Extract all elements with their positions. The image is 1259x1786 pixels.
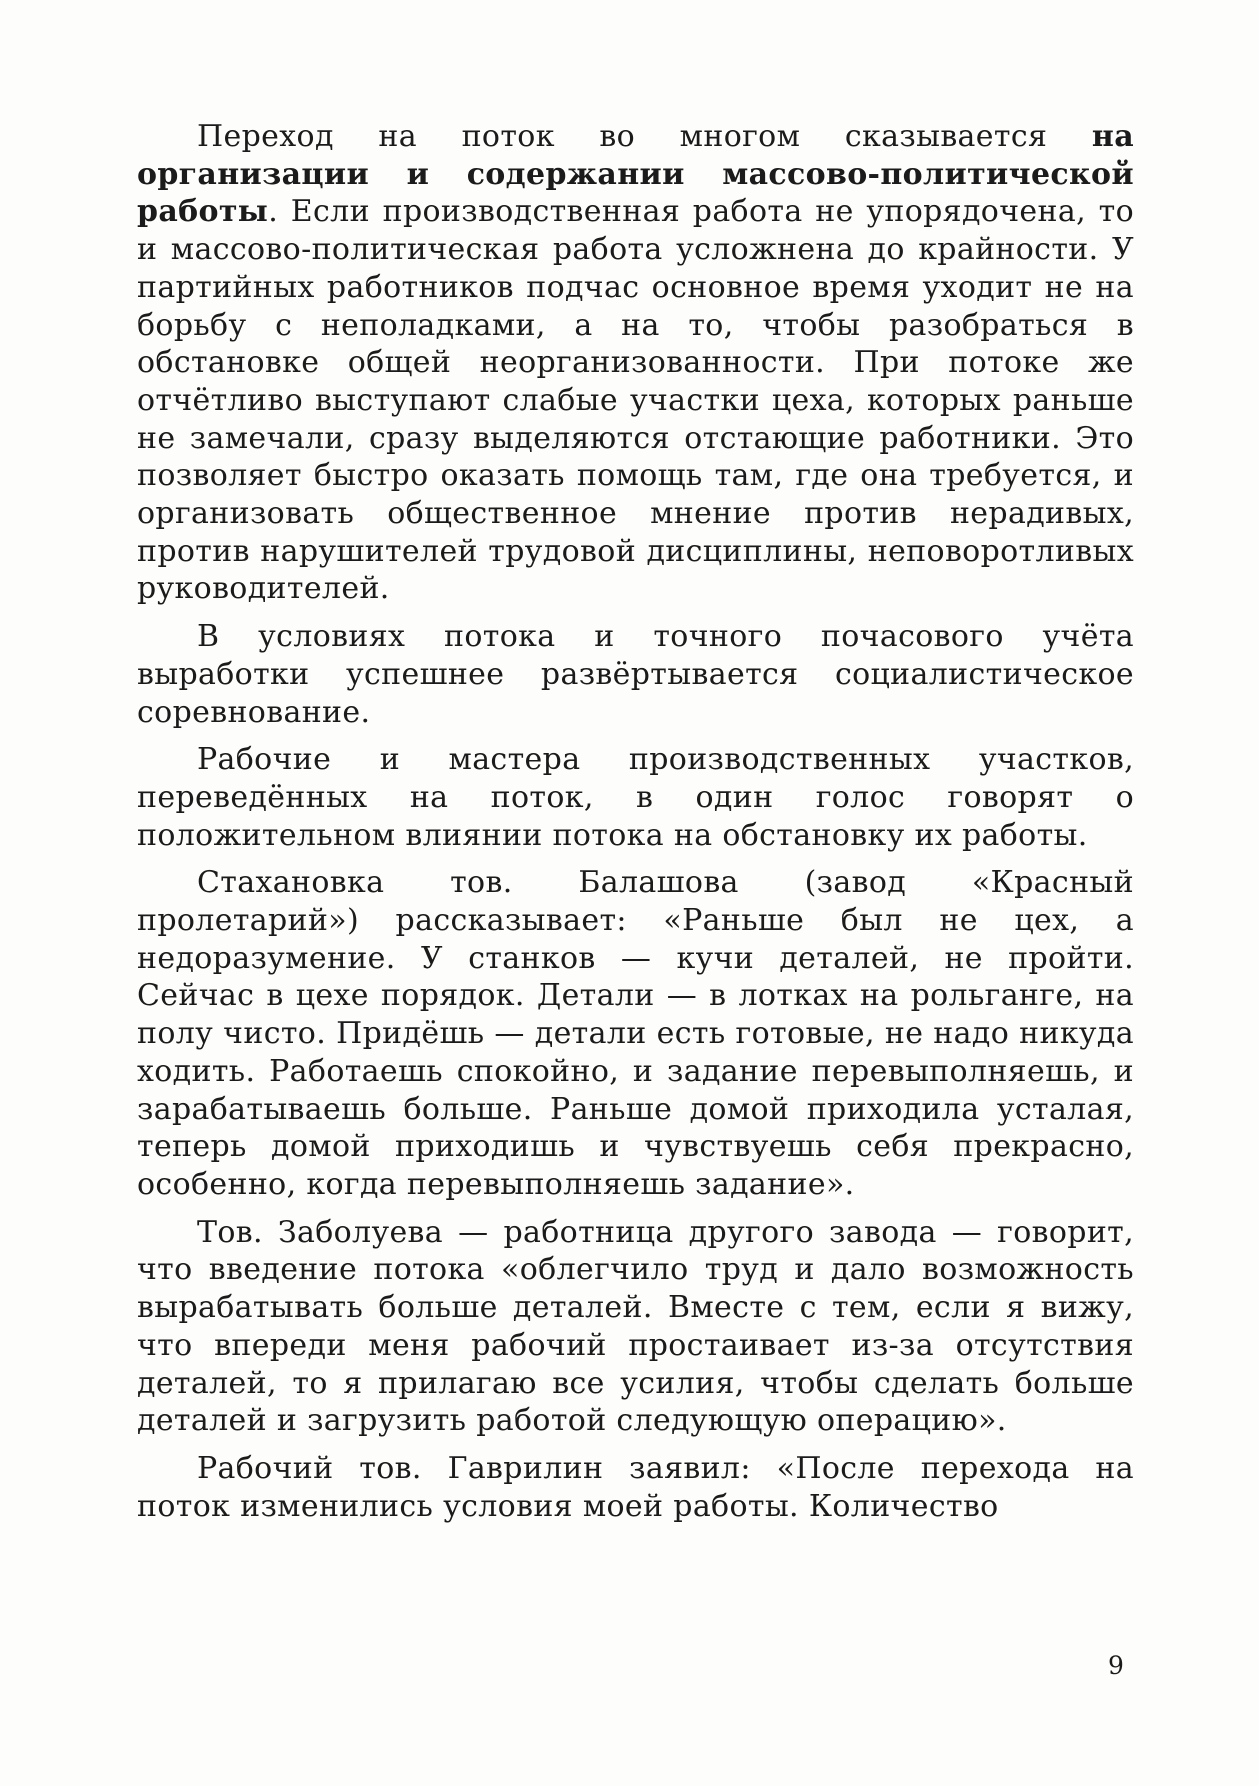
page-body	[137, 118, 1134, 1525]
paragraph-1-emphasis: на организации и содержании массово-политической работы	[137, 119, 1134, 230]
paragraph-1-tail: . Если производственная работа не упорядочена, то и массово-политическая работа усложнена до крайности. У партийных работников подчас основное время уходит не на борьбу с неполадками, а на то, чтобы разобраться в обстановке общей неорганизованности. При потоке же отчётливо выступают слабые участки цеха, которых раньше не замечали, сразу выделяются отстающие работники. Это позволяет быстро оказать помощь там, где она требуется, и организовать общественное мнение против нерадивых, против нарушителей трудовой дисциплины, неповоротливых руководителей.	[137, 194, 1134, 607]
paragraph-6: Рабочий тов. Гаврилин заявил: «После перехода на поток изменились условия моей работы. Количество	[137, 1450, 1134, 1524]
paragraph-3: Рабочие и мастера производственных участков, переведённых на поток, в один голос говорят о положительном влиянии потока на обстановку их работы.	[137, 742, 1134, 853]
paragraph-1	[137, 118, 1134, 608]
paragraph-2: В условиях потока и точного почасового учёта выработки успешнее развёртывается социалистическое соревнование.	[137, 619, 1134, 730]
paragraph-4: Стахановка тов. Балашова (завод «Красный пролетарий») рассказывает: «Раньше был не цех, а недоразумение. У станков — кучи деталей, не пройти. Сейчас в цехе порядок. Детали — в лотках на рольганге, на полу чисто. Придёшь — детали есть готовые, не надо никуда ходить. Работаешь спокойно, и задание перевыполняешь, и зарабатываешь больше. Раньше домой приходила усталая, теперь домой приходишь и чувствуешь себя прекрасно, особенно, когда перевыполняешь задание».	[137, 865, 1134, 1202]
page-number: 9	[1108, 1651, 1124, 1680]
paragraph-5: Тов. Заболуева — работница другого завода — говорит, что введение потока «облегчило труд и дало возможность вырабатывать больше деталей. Вместе с тем, если я вижу, что впереди меня рабочий простаивает из-за отсутствия деталей, то я прилагаю все усилия, чтобы сделать больше деталей и загрузить работой следующую операцию».	[137, 1214, 1134, 1439]
paragraph-1-lead: Переход на поток во многом сказывается	[197, 119, 1092, 154]
